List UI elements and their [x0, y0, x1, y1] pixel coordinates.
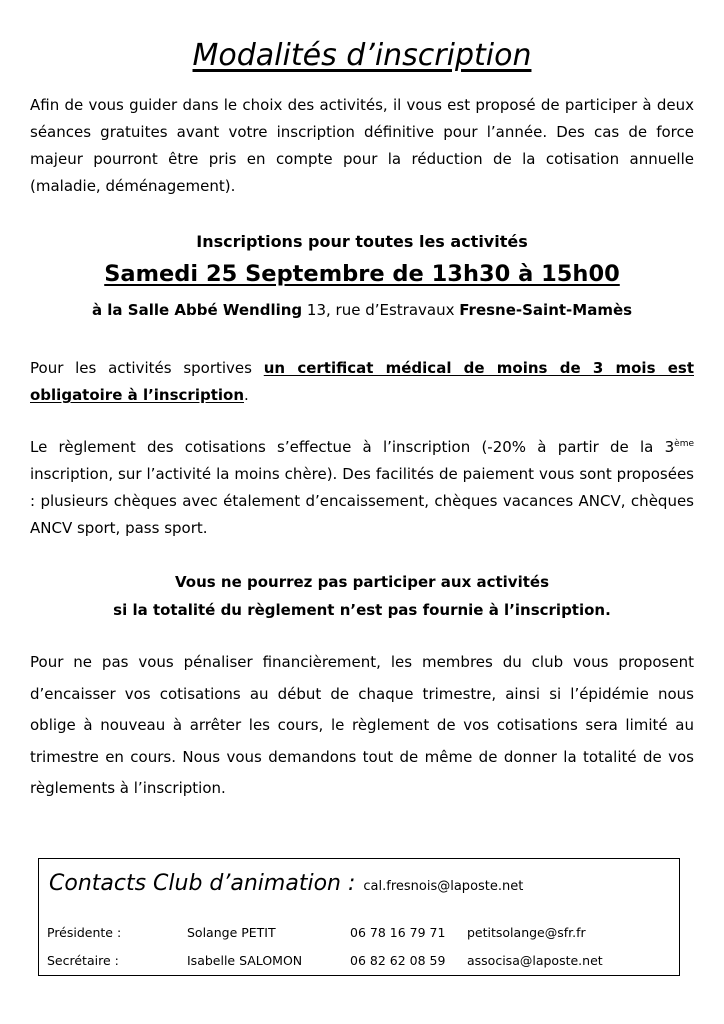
payment-text-1: Le règlement des cotisations s’effectue à l’inscription (-20% à partir de la 3	[30, 438, 675, 456]
contact-role: Présidente :	[47, 925, 122, 940]
medical-intro: Pour les activités sportives	[30, 359, 264, 377]
contacts-header	[49, 871, 523, 896]
payment-paragraph	[30, 434, 694, 542]
quarterly-text: Pour ne pas vous pénaliser financièrement, les membres du club vous proposent d’encaisser vos cotisations au début de chaque trimestre, ainsi si l’épidémie nous oblige à nouveau à arrêter les cours, le règlement de vos cotisations sera limité au trimestre en cours. Nous vous demandons tout de même de donner la totalité de vos règlements à l’inscription.	[30, 653, 694, 797]
contact-phone: 06 82 62 08 59	[350, 953, 446, 968]
quarterly-paragraph	[30, 647, 694, 805]
contact-phone: 06 78 16 79 71	[350, 925, 446, 940]
page-title: Modalités d’inscription	[192, 38, 532, 73]
payment-notice	[0, 568, 724, 624]
venue-street: 13, rue d’Estravaux	[302, 301, 460, 319]
club-email[interactable]: cal.fresnois@laposte.net	[363, 879, 524, 894]
registration-date: Samedi 25 Septembre de 13h30 à 15h00	[104, 261, 620, 287]
intro-text: Afin de vous guider dans le choix des activités, il vous est proposé de participer à deux séances gratuites avant votre inscription définitive pour l’année. Des cas de force majeur pourront être pris en compte pour la réduction de la cotisation annuelle (maladie, déménagement).	[30, 96, 694, 195]
notice-line-2: si la totalité du règlement n’est pas fournie à l’inscription.	[113, 601, 611, 619]
medical-end: .	[244, 386, 249, 404]
contact-name: Solange PETIT	[187, 925, 276, 940]
medical-paragraph	[30, 355, 694, 409]
notice-line-1: Vous ne pourrez pas participer aux activités	[175, 573, 549, 591]
registration-heading: Inscriptions pour toutes les activités	[196, 232, 528, 251]
registration-address	[0, 301, 724, 319]
contacts-title: Contacts Club d’animation :	[49, 871, 356, 896]
venue-town: Fresne-Saint-Mamès	[459, 301, 633, 319]
contact-role: Secrétaire :	[47, 953, 119, 968]
medical-requirement: un certificat médical de moins de 3 mois est obligatoire à l’inscription	[30, 359, 694, 404]
venue-name: à la Salle Abbé Wendling	[91, 301, 303, 319]
payment-ordinal: ème	[674, 439, 694, 449]
payment-text-2: inscription, sur l’activité la moins chère). Des facilités de paiement vous sont proposées : plusieurs chèques avec étalement d’encaissement, chèques vacances ANCV, chèques ANCV sport, pass sport.	[30, 465, 694, 537]
intro-paragraph	[30, 92, 694, 200]
contact-email[interactable]: associsa@laposte.net	[467, 953, 603, 968]
contact-name: Isabelle SALOMON	[187, 953, 303, 968]
contact-email[interactable]: petitsolange@sfr.fr	[467, 925, 586, 940]
contacts-box	[38, 858, 680, 976]
